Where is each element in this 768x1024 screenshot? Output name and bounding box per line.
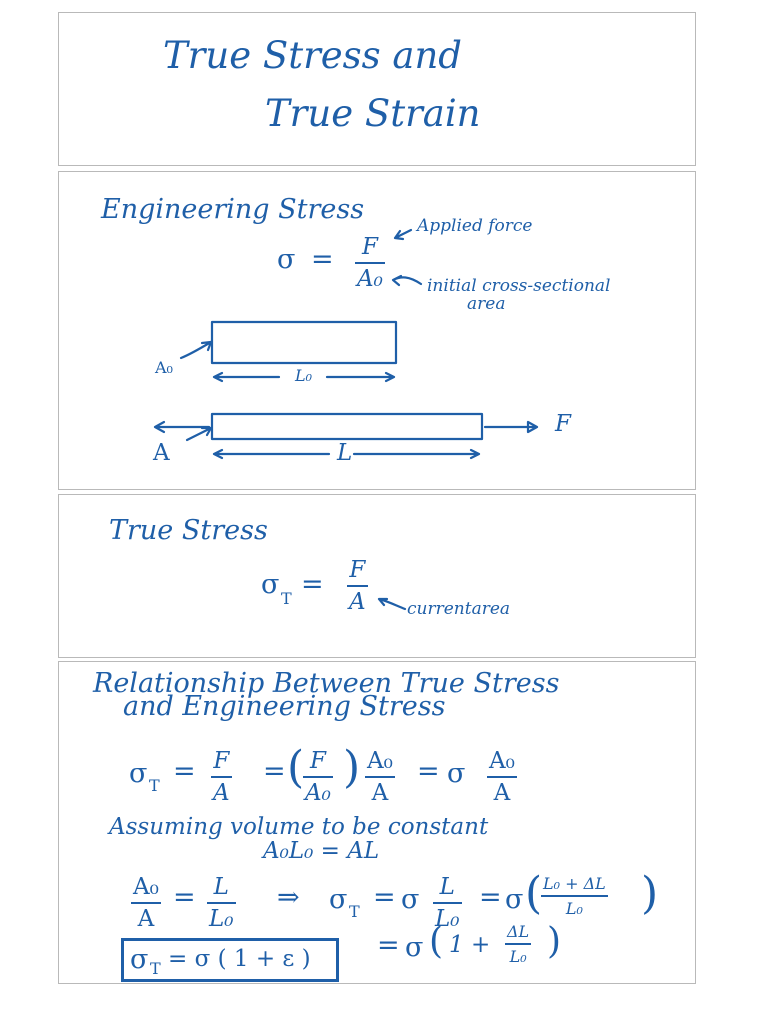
relationship-panel bbox=[58, 661, 696, 984]
boxed-subscript-t: T bbox=[150, 959, 161, 978]
assuming-constant-volume-text: Assuming volume to be constant bbox=[109, 814, 489, 840]
fraction-bar bbox=[211, 776, 232, 778]
eq1-f3-denominator: A bbox=[371, 780, 389, 806]
eq1-subscript-t: T bbox=[149, 776, 160, 795]
eq1-equals-c: = bbox=[417, 756, 440, 787]
relationship-heading-line-1: Relationship Between True Stress bbox=[93, 668, 560, 699]
eq1-f2-numerator: F bbox=[309, 748, 326, 774]
eq2-sigma-3: σ bbox=[505, 884, 524, 915]
eq2-f2-denominator: L₀ bbox=[209, 906, 234, 932]
eq1-left-paren: ( bbox=[287, 742, 305, 793]
eq1-f2-denominator: A₀ bbox=[305, 780, 331, 806]
eq3-left-paren: ( bbox=[429, 921, 444, 962]
eq2-subscript-t: T bbox=[349, 902, 360, 921]
current-area-annotation: currentarea bbox=[407, 599, 511, 619]
eq1-f1-denominator: A bbox=[213, 780, 230, 806]
true-stress-heading: True Stress bbox=[109, 515, 268, 546]
a0-pointer-arrow bbox=[181, 342, 211, 358]
eq1-f4-denominator: A bbox=[493, 780, 511, 806]
eq1-f3-numerator: A₀ bbox=[367, 748, 393, 774]
eq3-fraction-dl-over-l0 bbox=[505, 924, 531, 965]
eq1-sigma-2: σ bbox=[447, 758, 466, 789]
volume-equation: A₀L₀ = AL bbox=[263, 838, 380, 864]
right-force-arrow bbox=[485, 422, 537, 432]
eq1-right-paren: ) bbox=[343, 742, 361, 793]
relationship-heading-line-2: and Engineering Stress bbox=[123, 691, 446, 722]
l-label: L bbox=[337, 440, 353, 466]
eq3-right-paren: ) bbox=[547, 921, 562, 962]
eq3-equals: = bbox=[377, 930, 400, 961]
a0-label: A₀ bbox=[155, 358, 173, 377]
eq2-f4-denominator: L₀ bbox=[565, 899, 583, 918]
eq1-sigma: σ bbox=[129, 758, 148, 789]
fraction-bar bbox=[433, 902, 462, 904]
applied-force-annotation: Applied force bbox=[417, 216, 533, 236]
eq1-fraction-f-over-a bbox=[211, 750, 232, 805]
eq3-one-plus: 1 + bbox=[449, 932, 491, 958]
engineering-stress-panel bbox=[58, 171, 696, 490]
eq1-fraction-a0-over-a-2 bbox=[487, 750, 517, 805]
a-label: A bbox=[153, 440, 170, 466]
subscript-t: T bbox=[281, 589, 292, 608]
eq2-equals-c: = bbox=[479, 882, 502, 913]
fraction-numerator: F bbox=[349, 557, 366, 583]
l0-label: L₀ bbox=[295, 366, 313, 385]
equals-sign: = bbox=[311, 244, 334, 275]
title-line-2: True Strain bbox=[265, 92, 481, 135]
eq2-f4-numerator: L₀ + ΔL bbox=[543, 874, 606, 893]
fraction-bar bbox=[541, 895, 608, 897]
fraction-denominator: A bbox=[349, 589, 366, 615]
fraction-bar bbox=[365, 776, 395, 778]
eq2-f1-denominator: A bbox=[137, 906, 155, 932]
title-line-1: True Stress and bbox=[163, 34, 462, 77]
initial-area-pointer bbox=[393, 276, 421, 285]
boxed-sigma: σ bbox=[130, 944, 149, 975]
eq1-equals-a: = bbox=[173, 756, 196, 787]
eq1-f4-numerator: A₀ bbox=[489, 748, 515, 774]
eq2-implies-arrow: ⇒ bbox=[277, 882, 300, 913]
initial-area-annotation-line-2: area bbox=[467, 294, 506, 314]
fraction-bar bbox=[505, 943, 531, 945]
eq1-f1-numerator: F bbox=[213, 748, 230, 774]
boxed-result bbox=[121, 938, 339, 982]
applied-force-pointer bbox=[395, 230, 411, 239]
eq2-f3-numerator: L bbox=[439, 874, 455, 900]
eq2-fraction-l0-plus-dl-over-l0 bbox=[541, 876, 608, 917]
eq2-left-paren: ( bbox=[525, 868, 543, 919]
force-label: F bbox=[555, 411, 571, 437]
eq1-fraction-f-over-a0 bbox=[303, 750, 333, 805]
fraction-numerator: F bbox=[361, 234, 378, 260]
boxed-result-rest: = σ ( 1 + ε ) bbox=[168, 946, 311, 972]
sigma-symbol: σ bbox=[277, 244, 296, 275]
eq3-denominator: L₀ bbox=[509, 947, 527, 966]
eq2-f1-numerator: A₀ bbox=[133, 874, 159, 900]
eq3-sigma: σ bbox=[405, 932, 424, 963]
left-force-arrow bbox=[155, 422, 209, 432]
sigma-t-symbol: σ bbox=[261, 569, 280, 600]
initial-area-annotation: initial cross-sectional bbox=[427, 276, 611, 296]
eq2-f3-denominator: L₀ bbox=[435, 906, 460, 932]
eq2-fraction-l-over-l0 bbox=[207, 876, 236, 931]
stretched-specimen-bar bbox=[212, 414, 482, 439]
eq1-fraction-a0-over-a bbox=[365, 750, 395, 805]
a-pointer-arrow bbox=[187, 428, 211, 440]
eq2-f2-numerator: L bbox=[213, 874, 229, 900]
original-specimen-bar bbox=[212, 322, 396, 363]
eq2-equals-a: = bbox=[173, 882, 196, 913]
eq2-equals-b: = bbox=[373, 882, 396, 913]
eq2-sigma: σ bbox=[329, 884, 348, 915]
equals-sign: = bbox=[301, 569, 324, 600]
eq3-numerator: ΔL bbox=[507, 922, 530, 941]
fraction-bar bbox=[303, 776, 333, 778]
true-stress-panel bbox=[58, 494, 696, 658]
fraction-bar bbox=[131, 902, 161, 904]
eq2-right-paren: ) bbox=[641, 868, 659, 919]
eq2-sigma-2: σ bbox=[401, 884, 420, 915]
fraction-denominator: A₀ bbox=[357, 266, 383, 292]
current-area-pointer bbox=[59, 495, 697, 659]
title-panel bbox=[58, 12, 696, 166]
eq1-equals-b: = bbox=[263, 756, 286, 787]
fraction-bar bbox=[207, 902, 236, 904]
engineering-stress-heading: Engineering Stress bbox=[101, 194, 365, 225]
eq2-fraction-a0-over-a bbox=[131, 876, 161, 931]
fraction-bar bbox=[487, 776, 517, 778]
